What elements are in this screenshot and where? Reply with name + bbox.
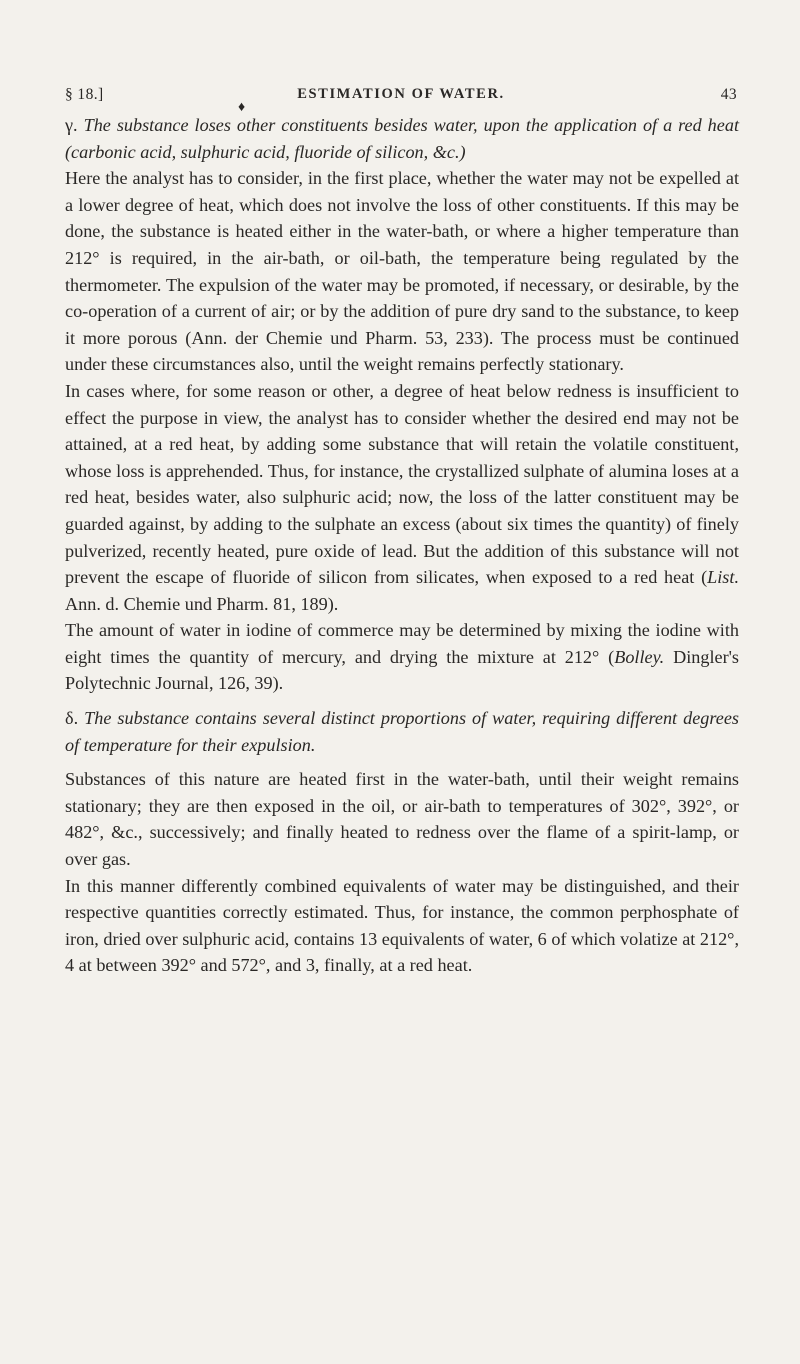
page-body <box>65 112 739 979</box>
running-header <box>65 86 737 110</box>
delta-label: δ. <box>65 708 79 729</box>
delta-heading-text: The substance contains several distinct proportions of water, requiring different degrees of temperature for their expulsion. <box>65 708 739 755</box>
page-number: 43 <box>720 86 737 103</box>
gamma-paragraph-1: Here the analyst has to consider, in the first place, whether the water may not be expelled at a lower degree of heat, which does not involve the loss of other constituents. If this may be done, the substance is heated either in the water-bath, or where a higher temperature than 212° is required, in the air-bath, or oil-bath, the temperature being regulated by the thermometer. The expulsion of the water may be promoted, if necessary, or desirable, by the co-operation of a current of air; or by the addition of pure dry sand to the substance, to keep it more porous (Ann. der Chemie und Pharm. 53, 233). The process must be continued under these circumstances also, until the weight remains perfectly stationary. <box>65 168 739 375</box>
gamma-p3-text: The amount of water in iodine of commerce may be determined by mixing the iodine with eight times the quantity of mercury, and drying the mixture at 212° ( <box>65 620 739 667</box>
printer-mark-icon: ♦ <box>238 100 246 115</box>
section-number: § 18.] <box>65 86 104 103</box>
gamma-p3-citation: Bolley. <box>614 646 665 667</box>
gamma-p2-text: In cases where, for some reason or other, a degree of heat below redness is insufficient to effect the purpose in view, the analyst has to consider whether the desired end may not be attained, at a red heat, by adding some substance that will retain the volatile constituent, whose loss is apprehended. Thus, for instance, the crystallized sulphate of alumina loses at a red heat, besides water, also sulphuric acid; now, the loss of the latter constituent may be guarded against, by adding to the sulphate an excess (about six times the quantity) of finely pulverized, recently heated, pure oxide of lead. But the addition of this substance will not prevent the escape of fluoride of silicon from silicates, when exposed to a red heat ( <box>65 380 739 588</box>
gamma-p3-text-end: Dingler's Polytechnic Journal, 126, 39). <box>65 646 739 694</box>
delta-paragraph-1: Substances of this nature are heated first in the water-bath, until their weight remains stationary; they are then exposed in the oil, or air-bath to temperatures of 302°, 392°, or 482°, &c., successively; and finally heated to redness over the flame of a spirit-lamp, or over gas. <box>65 769 739 870</box>
running-title: ESTIMATION OF WATER. <box>297 86 505 102</box>
delta-heading <box>65 705 739 758</box>
gamma-heading-text: The substance loses other constituents besides water, upon the application of a red heat (carbonic acid, sulphuric acid, fluoride of silicon, &c.) <box>65 115 739 162</box>
gamma-paragraph-2 <box>65 378 739 617</box>
gamma-heading <box>65 112 739 165</box>
gamma-p2-citation: List. <box>707 567 739 588</box>
gamma-label: γ. <box>65 115 78 135</box>
gamma-paragraph-3 <box>65 617 739 697</box>
gamma-p2-text-end: Ann. d. Chemie und Pharm. 81, 189). <box>65 593 339 614</box>
delta-paragraph-2: In this manner differently combined equivalents of water may be distinguished, and their respective quantities correctly estimated. Thus, for instance, the common perphosphate of iron, dried over sulphuric acid, contains 13 equivalents of water, 6 of which volatize at 212°, 4 at between 392° and 572°, and 3, finally, at a red heat. <box>65 875 739 976</box>
